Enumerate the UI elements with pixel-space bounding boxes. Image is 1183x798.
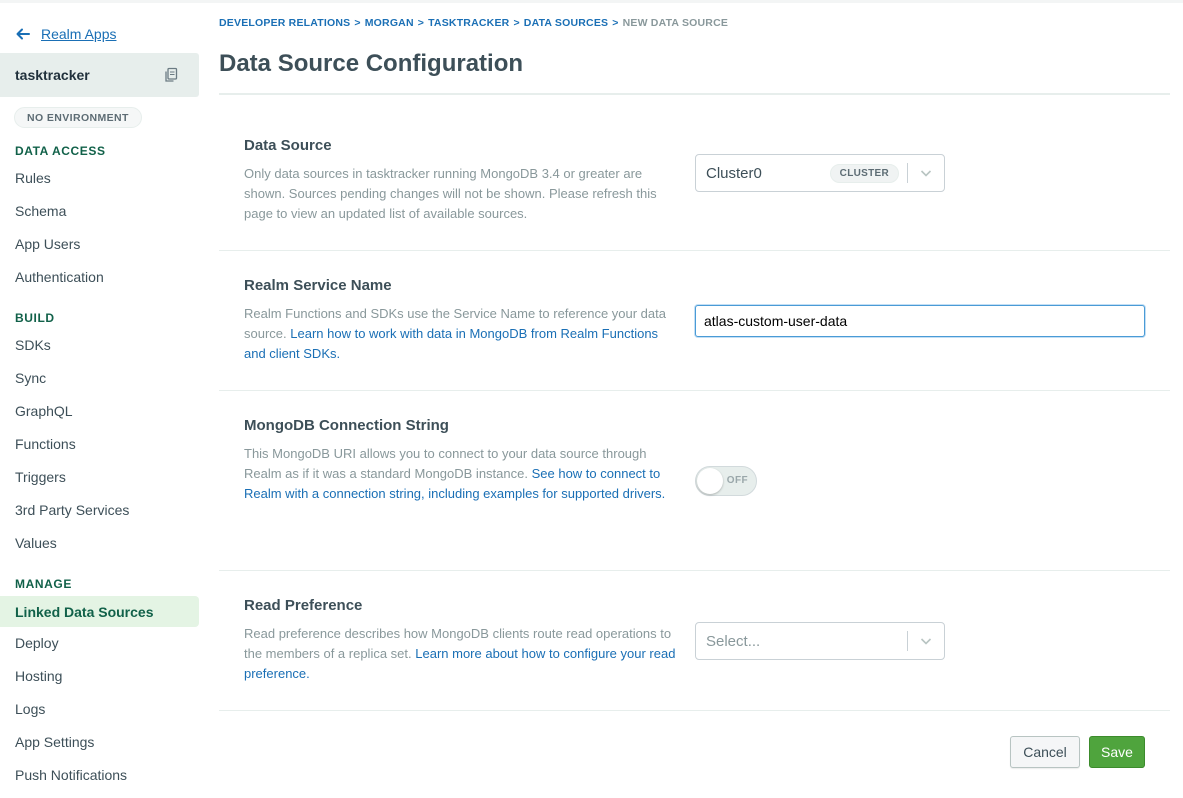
- breadcrumb-item[interactable]: DEVELOPER RELATIONS: [219, 17, 351, 29]
- arrow-left-icon: [15, 26, 31, 42]
- read-preference-description-text: Read preference describes how MongoDB clients route read operations to the members of a replica set.: [244, 626, 672, 661]
- sidebar-item-sync[interactable]: Sync: [15, 370, 47, 386]
- copy-icon[interactable]: [163, 67, 179, 83]
- connection-string-toggle[interactable]: [695, 466, 757, 496]
- section-header-build: BUILD: [15, 311, 55, 325]
- breadcrumb-item[interactable]: DATA SOURCES: [523, 17, 609, 29]
- read-preference-row: [219, 571, 1170, 711]
- breadcrumb: [219, 17, 728, 29]
- chevron-down-icon[interactable]: [908, 634, 944, 648]
- connection-string-learn-link[interactable]: See how to connect to Realm with a connection string, including examples for supported drivers.: [244, 466, 666, 501]
- breadcrumb-item[interactable]: MORGAN: [364, 17, 414, 29]
- data-source-description: Only data sources in tasktracker running MongoDB 3.4 or greater are shown. Sources pending changes will not be shown. Please refresh this page to view an updated list of available sources.: [244, 166, 657, 221]
- sidebar-item-hosting[interactable]: Hosting: [15, 668, 63, 684]
- environment-badge: NO ENVIRONMENT: [14, 107, 142, 128]
- toggle-knob: [697, 468, 723, 494]
- read-preference-select[interactable]: [695, 622, 945, 660]
- breadcrumb-separator: >: [354, 17, 361, 29]
- back-link-label[interactable]: Realm Apps: [41, 26, 117, 42]
- save-button[interactable]: Save: [1089, 736, 1145, 768]
- read-preference-description: [244, 624, 676, 684]
- sidebar-item-rules[interactable]: Rules: [15, 170, 51, 186]
- connection-string-description: [244, 444, 676, 504]
- chevron-down-icon[interactable]: [908, 166, 944, 180]
- page-title: Data Source Configuration: [219, 50, 524, 77]
- sidebar-item-schema[interactable]: Schema: [15, 203, 67, 219]
- section-header-data-access: DATA ACCESS: [15, 144, 106, 158]
- breadcrumb-separator: >: [513, 17, 520, 29]
- service-name-description-text: Realm Functions and SDKs use the Service Name to reference your data source.: [244, 306, 666, 341]
- sidebar-item-linked-data-sources[interactable]: Linked Data Sources: [0, 596, 199, 627]
- read-preference-title: Read Preference: [244, 597, 363, 614]
- sidebar-item-deploy[interactable]: Deploy: [15, 635, 59, 651]
- sidebar-item-push-notifications[interactable]: Push Notifications: [15, 767, 128, 783]
- data-source-row: [219, 110, 1170, 251]
- sidebar-item-triggers[interactable]: Triggers: [15, 469, 66, 485]
- breadcrumb-separator: >: [417, 17, 425, 29]
- divider: [219, 93, 1170, 95]
- toggle-label: OFF: [726, 475, 748, 486]
- data-source-title: Data Source: [244, 137, 332, 154]
- service-name-description: [244, 304, 676, 364]
- sidebar: [0, 0, 204, 798]
- breadcrumb-current: NEW DATA SOURCE: [622, 17, 729, 29]
- sidebar-item-authentication[interactable]: Authentication: [15, 269, 104, 285]
- data-source-selected-value: Cluster0: [706, 164, 762, 182]
- service-name-input[interactable]: [695, 305, 1145, 337]
- sidebar-item-logs[interactable]: Logs: [15, 701, 46, 717]
- read-preference-placeholder: Select...: [706, 632, 761, 650]
- back-to-realm-apps-link[interactable]: [15, 26, 116, 42]
- sidebar-item-values[interactable]: Values: [15, 535, 57, 551]
- cancel-button[interactable]: Cancel: [1010, 736, 1080, 768]
- app-selector: [0, 53, 199, 97]
- service-name-learn-link[interactable]: Learn how to work with data in MongoDB from Realm Functions and client SDKs.: [244, 326, 659, 361]
- service-name-row: [219, 251, 1170, 391]
- service-name-title: Realm Service Name: [244, 277, 392, 294]
- app-name: tasktracker: [15, 67, 90, 83]
- breadcrumb-separator: >: [612, 17, 619, 29]
- cluster-tag: CLUSTER: [830, 164, 899, 183]
- connection-string-row: [219, 391, 1170, 571]
- sidebar-item-graphql[interactable]: GraphQL: [15, 403, 73, 419]
- sidebar-item-sdks[interactable]: SDKs: [15, 337, 51, 353]
- section-header-manage: MANAGE: [15, 577, 72, 591]
- read-preference-learn-link[interactable]: Learn more about how to configure your read preference.: [244, 646, 676, 681]
- connection-string-description-text: This MongoDB URI allows you to connect to your data source through Realm as if it was a standard MongoDB instance.: [244, 446, 647, 481]
- sidebar-item-app-settings[interactable]: App Settings: [15, 734, 95, 750]
- breadcrumb-item[interactable]: TASKTRACKER: [428, 17, 510, 29]
- sidebar-item-3rd-party-services[interactable]: 3rd Party Services: [15, 502, 130, 518]
- connection-string-title: MongoDB Connection String: [244, 417, 449, 434]
- sidebar-item-app-users[interactable]: App Users: [15, 236, 81, 252]
- sidebar-item-functions[interactable]: Functions: [15, 436, 76, 452]
- data-source-select[interactable]: [695, 154, 945, 192]
